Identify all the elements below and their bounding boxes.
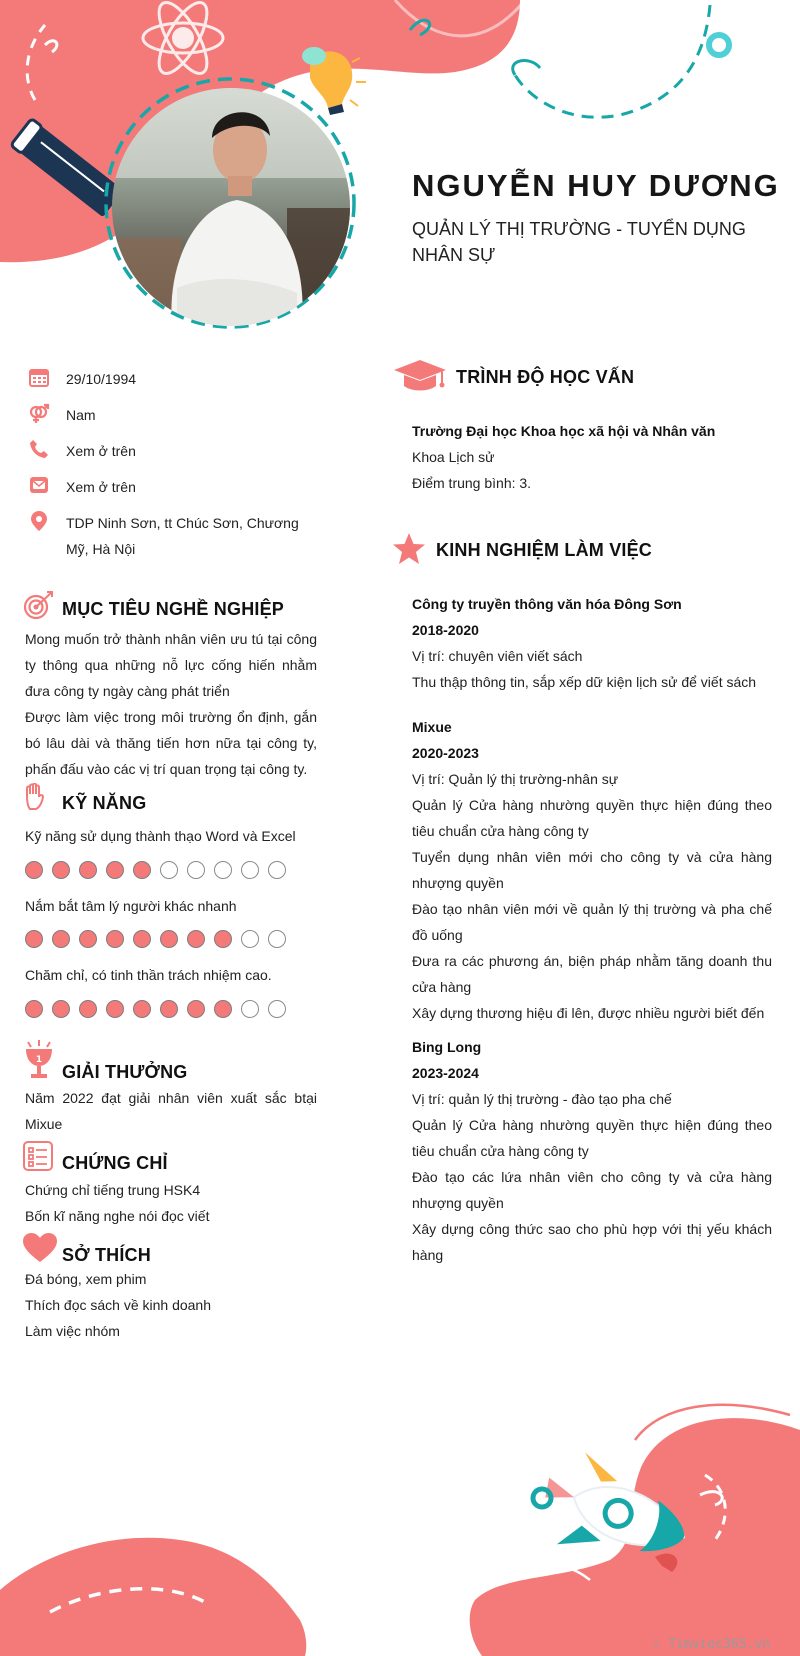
rating-dot-filled [187, 1000, 205, 1018]
phone-value: Xem ở trên [66, 443, 136, 459]
job-line: Vị trí: chuyên viên viết sách [412, 648, 583, 664]
rating-dot-filled [214, 1000, 232, 1018]
job-line: Xây dựng thương hiệu đi lên, được nhiều người biết đến [412, 1005, 765, 1021]
education-line: Khoa Lịch sử [412, 449, 495, 465]
rating-dot-filled [79, 930, 97, 948]
objective-line: Được làm việc trong môi trường ổn định, gắn bó lâu dài và thăng tiến hơn nữa tại công ty, phấn đấu vào các vị trí quan trọng tại công ty. [25, 709, 317, 777]
rating-dot-empty [241, 1000, 259, 1018]
rating-dot-filled [106, 930, 124, 948]
job-period: 2023-2024 [412, 1065, 479, 1081]
job-company: Bing Long [412, 1039, 482, 1055]
heart-icon [22, 1232, 58, 1264]
svg-text:1: 1 [35, 1055, 43, 1065]
rating-dot-empty [268, 861, 286, 879]
info-gender [28, 402, 328, 428]
objective-line: Mong muốn trở thành nhân viên ưu tú tại công ty thông qua những nỗ lực cống hiến nhằm đưa công ty ngày càng phát triển [25, 631, 317, 699]
rating-dot-filled [187, 930, 205, 948]
location-pin-icon [28, 510, 50, 532]
rating-dot-filled [160, 930, 178, 948]
job-line: Quản lý Cửa hàng nhường quyền thực hiện đúng theo tiêu chuẩn cửa hàng công ty [412, 1117, 772, 1159]
rating-dot-empty [214, 861, 232, 879]
target-icon [22, 590, 56, 620]
rating-dot-filled [79, 1000, 97, 1018]
hobbies-title: SỞ THÍCH [62, 1245, 151, 1265]
birthdate-value: 29/10/1994 [66, 371, 137, 387]
hand-icon [22, 783, 46, 811]
person-silhouette-icon [112, 88, 350, 326]
job-line: Quản lý Cửa hàng nhường quyền thực hiện đúng theo tiêu chuẩn cửa hàng công ty [412, 797, 772, 839]
graduation-cap-icon [392, 358, 448, 394]
job-line: Thu thập thông tin, sắp xếp dữ kiện lịch sử để viết sách [412, 674, 757, 690]
rating-dot-filled [52, 861, 70, 879]
school-name: Trường Đại học Khoa học xã hội và Nhân văn [412, 423, 716, 439]
skill-rating [25, 1000, 286, 1018]
rating-dot-filled [133, 930, 151, 948]
trophy-icon [22, 1040, 56, 1080]
rating-dot-filled [133, 861, 151, 879]
job-line: Xây dựng công thức sao cho phù hợp với thị yếu khách hàng [412, 1221, 772, 1263]
job-line: Đưa ra các phương án, biện pháp nhằm tăng doanh thu cửa hàng [412, 953, 772, 995]
skill-label: Kỹ năng sử dụng thành thạo Word và Excel [25, 828, 296, 844]
objective-title: MỤC TIÊU NGHỀ NGHIỆP [62, 599, 285, 619]
certificates-title: CHỨNG CHỈ [62, 1153, 168, 1173]
rating-dot-filled [133, 1000, 151, 1018]
info-birthdate [28, 366, 328, 392]
watermark: ∴ Timviec365.vn [652, 1637, 770, 1652]
candidate-job-title: QUẢN LÝ THỊ TRƯỜNG - TUYỂN DỤNG NHÂN SỰ [412, 219, 746, 265]
job-line: Đào tạo các lứa nhân viên cho công ty và cửa hàng nhượng quyền [412, 1169, 772, 1211]
email-icon [28, 474, 50, 496]
calendar-icon [28, 366, 50, 388]
rating-dot-empty [241, 861, 259, 879]
info-phone [28, 438, 328, 464]
phone-icon [28, 438, 50, 460]
rating-dot-empty [268, 930, 286, 948]
skills-title: KỸ NĂNG [62, 793, 147, 813]
rating-dot-empty [268, 1000, 286, 1018]
skill-rating [25, 861, 286, 879]
job-company: Mixue [412, 719, 452, 735]
hobby-line: Đá bóng, xem phim [25, 1271, 147, 1287]
education-line: Điểm trung bình: 3. [412, 475, 532, 491]
certificates-text [25, 1177, 317, 1229]
rating-dot-empty [160, 861, 178, 879]
skill-rating [25, 930, 286, 948]
info-email [28, 474, 328, 500]
address-value: TDP Ninh Sơn, tt Chúc Sơn, Chương Mỹ, Hà Nội [66, 515, 299, 557]
job-entry [412, 1034, 772, 1268]
awards-title: GIẢI THƯỞNG [62, 1062, 188, 1082]
job-line: Tuyển dụng nhân viên mới cho công ty và cửa hàng nhượng quyền [412, 849, 772, 891]
rating-dot-filled [52, 930, 70, 948]
skill-label: Chăm chỉ, có tinh thần trách nhiệm cao. [25, 967, 272, 983]
job-period: 2018-2020 [412, 622, 479, 638]
education-block [412, 418, 772, 496]
skill-label: Nắm bắt tâm lý người khác nhanh [25, 898, 237, 914]
candidate-name: NGUYỄN HUY DƯƠNG [412, 168, 780, 203]
rating-dot-empty [241, 930, 259, 948]
rating-dot-filled [52, 1000, 70, 1018]
hobby-line: Thích đọc sách về kinh doanh [25, 1297, 212, 1313]
star-icon [392, 532, 426, 566]
rating-dot-empty [187, 861, 205, 879]
job-entry [412, 714, 772, 1026]
awards-text [25, 1085, 317, 1137]
job-company: Công ty truyền thông văn hóa Đông Sơn [412, 596, 682, 612]
rating-dot-filled [25, 930, 43, 948]
job-period: 2020-2023 [412, 745, 479, 761]
info-address [28, 510, 328, 562]
education-title: TRÌNH ĐỘ HỌC VẤN [456, 367, 635, 387]
profile-photo [112, 88, 350, 326]
rating-dot-filled [106, 1000, 124, 1018]
objective-text [25, 626, 317, 782]
awards-line: Năm 2022 đạt giải nhân viên xuất sắc btại Mixue [25, 1090, 317, 1132]
experience-title: KINH NGHIỆM LÀM VIỆC [436, 540, 653, 560]
hobbies-text [25, 1266, 317, 1344]
certificate-line: Bốn kĩ năng nghe nói đọc viết [25, 1208, 210, 1224]
gender-icon [28, 402, 50, 424]
email-value: Xem ở trên [66, 479, 136, 495]
certificate-list-icon [22, 1140, 54, 1172]
job-entry [412, 591, 772, 695]
job-line: Vị trí: Quản lý thị trường-nhân sự [412, 771, 619, 787]
rating-dot-filled [214, 930, 232, 948]
certificate-line: Chứng chỉ tiếng trung HSK4 [25, 1182, 201, 1198]
rating-dot-filled [25, 861, 43, 879]
hobby-line: Làm việc nhóm [25, 1323, 120, 1339]
job-line: Vị trí: quản lý thị trường - đào tạo pha chế [412, 1091, 672, 1107]
rating-dot-filled [79, 861, 97, 879]
rating-dot-filled [106, 861, 124, 879]
rating-dot-filled [25, 1000, 43, 1018]
rating-dot-filled [160, 1000, 178, 1018]
job-line: Đào tạo nhân viên mới về quản lý thị trường và pha chế đồ uống [412, 901, 772, 943]
gender-value: Nam [66, 407, 96, 423]
